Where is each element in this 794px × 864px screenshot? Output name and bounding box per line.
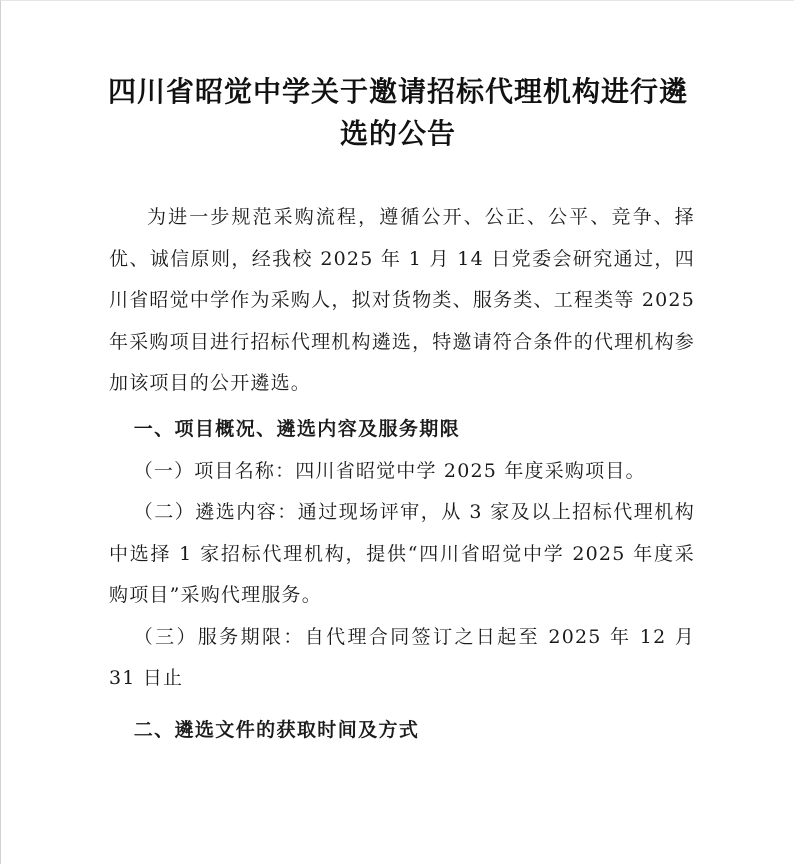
intro-paragraph: 为进一步规范采购流程，遵循公开、公正、公平、竞争、择优、诚信原则，经我校 2025 年 1 月 14 日党委会研究通过，四川省昭觉中学作为采购人，拟对货物类、服务类、工程类等 2025 年采购项目进行招标代理机构遴选，特邀请符合条件的代理机构参加该项目的公开遴选。 — [109, 206, 695, 394]
section-1-item-3: （三）服务期限：自代理合同签订之日起至 2025 年 12 月 31 日止 — [109, 625, 695, 689]
spacer — [109, 700, 695, 706]
section-1-item-2: （二）遴选内容：通过现场评审，从 3 家及以上招标代理机构中选择 1 家招标代理机构，提供“四川省昭觉中学 2025 年度采购项目”采购代理服务。 — [109, 501, 695, 606]
section-1-heading: 一、项目概况、遴选内容及服务期限 — [133, 417, 461, 440]
document-title: 四川省昭觉中学关于邀请招标代理机构进行遴选的公告 — [107, 75, 688, 150]
section-2-heading: 二、遴选文件的获取时间及方式 — [133, 718, 420, 741]
section-1-item-1: （一）项目名称：四川省昭觉中学 2025 年度采购项目。 — [133, 459, 646, 482]
document-body — [109, 197, 695, 752]
